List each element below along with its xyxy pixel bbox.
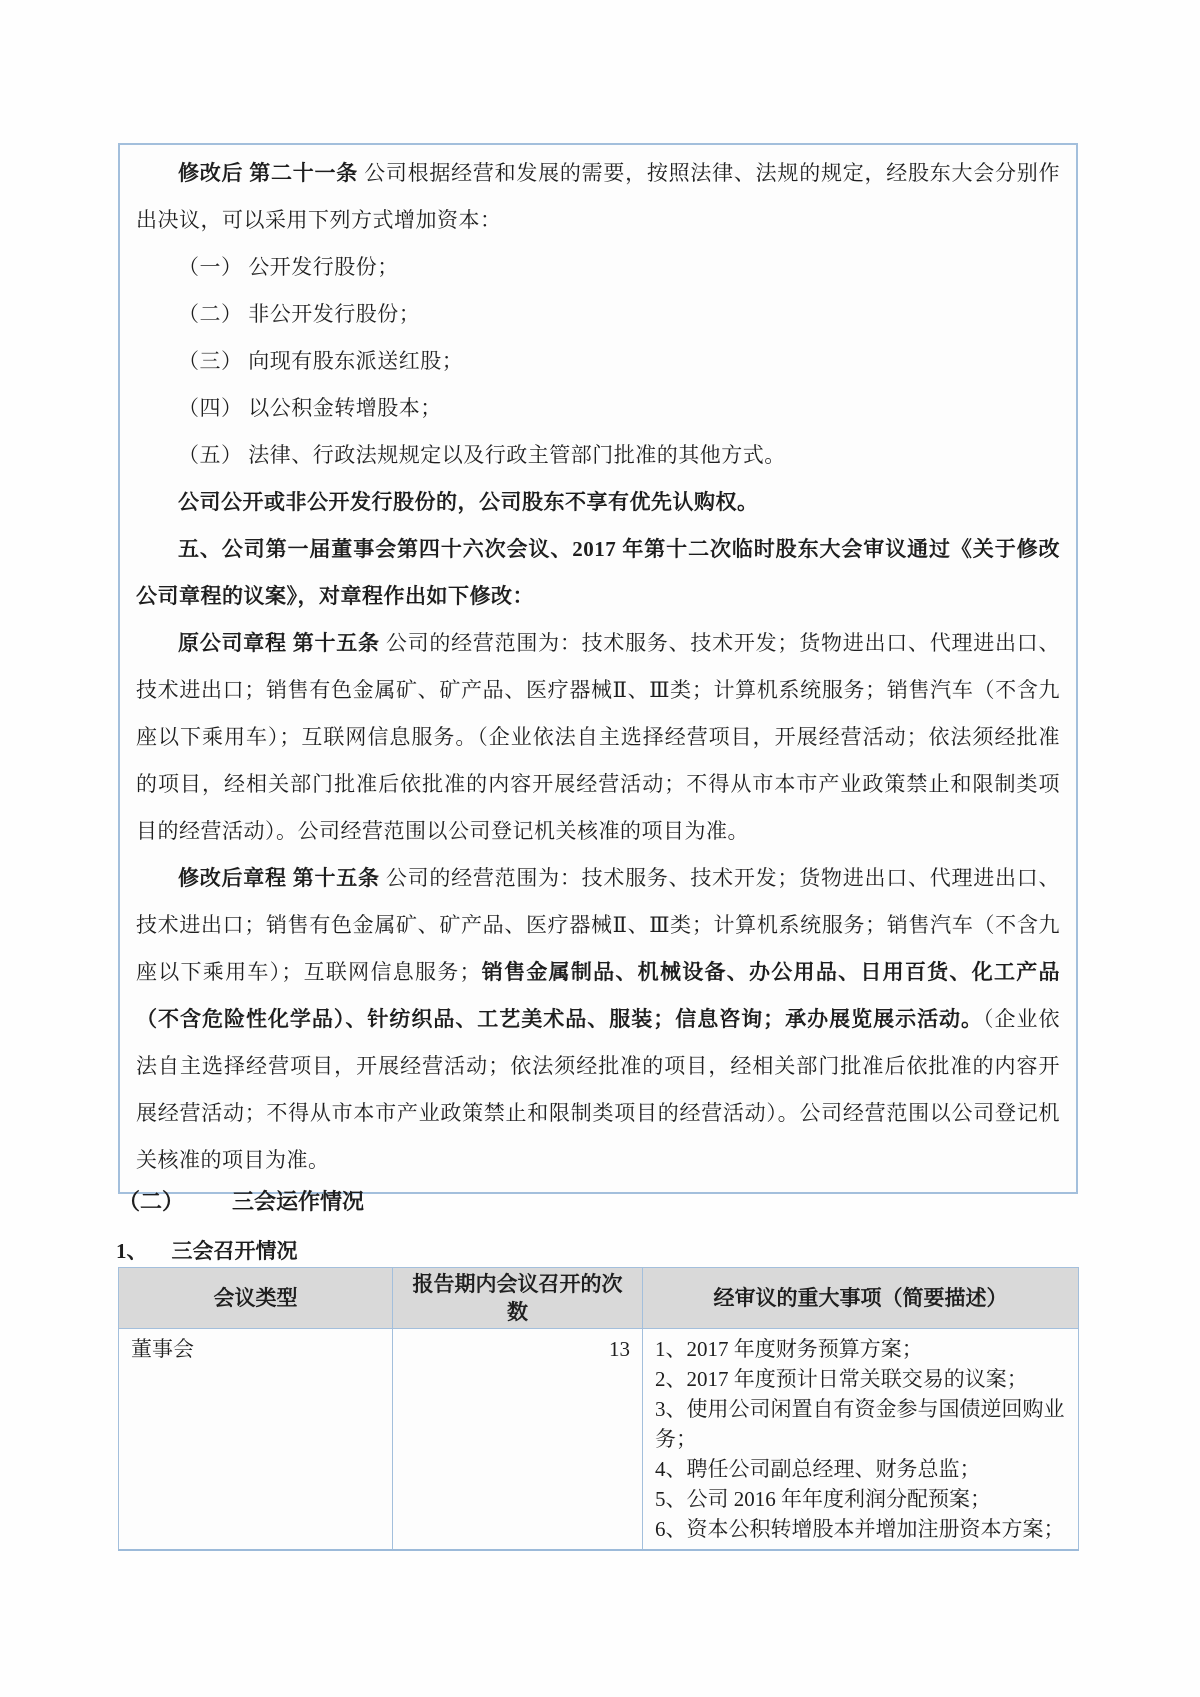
- meetings-table: [118, 1267, 1079, 1551]
- charter-list-item: （二） 非公开发行股份；: [178, 302, 421, 326]
- section-heading-three-meetings-operation: [118, 1185, 364, 1216]
- charter-amendment-box: [118, 143, 1078, 1194]
- matter-item: 2、2017 年度预计日常关联交易的议案；: [655, 1367, 1028, 1391]
- bold-run: 修改后 第二十一条: [178, 161, 359, 185]
- table-header-row: [119, 1268, 1079, 1329]
- table-row: [119, 1329, 1079, 1551]
- charter-list-item: （四） 以公积金转增股本；: [178, 396, 442, 420]
- paragraph-item5: 五、公司第一届董事会第四十六次会议、2017 年第十二次临时股东大会审议通过《关于修改公司章程的议案》，对章程作出如下修改：: [136, 537, 1060, 608]
- table-header-meeting-count: 报告期内会议召开的次数: [393, 1268, 643, 1329]
- matter-item: 6、资本公积转增股本并增加注册资本方案；: [655, 1517, 1065, 1541]
- subsection-title: 三会召开情况: [171, 1239, 298, 1263]
- bold-run: 原公司章程 第十五条: [178, 631, 380, 655]
- text-run: 公司的经营范围为：技术服务、技术开发；货物进出口、代理进出口、技术进出口；销售有色金属矿、矿产品、医疗器械Ⅱ、Ⅲ类；计算机系统服务；销售汽车（不含九座以下乘用车）；互联网信息服务；: [136, 866, 1060, 984]
- text-run: 公司的经营范围为：技术服务、技术开发；货物进出口、代理进出口、技术进出口；销售有色金属矿、矿产品、医疗器械Ⅱ、Ⅲ类；计算机系统服务；销售汽车（不含九座以下乘用车）；互联网信息服务。（企业依法自主选择经营项目，开展经营活动；依法须经批准的项目，经相关部门批准后依批准的内容开展经营活动；不得从市本市产业政策禁止和限制类项目的经营活动）。公司经营范围以公司登记机关核准的项目为准。: [136, 631, 1060, 843]
- cell-meeting-count: 13: [393, 1329, 643, 1551]
- subsection-heading-meeting-convening: [116, 1235, 298, 1265]
- subsection-number: 1、: [116, 1239, 148, 1263]
- text-run: （企业依法自主选择经营项目，开展经营活动；依法须经批准的项目，经相关部门批准后依批准的内容开展经营活动；不得从市本市产业政策禁止和限制类项目的经营活动）。公司经营范围以公司登记机关核准的项目为准。: [136, 1007, 1061, 1172]
- matter-item: 4、聘任公司副总经理、财务总监；: [655, 1457, 981, 1481]
- charter-list-item: （三） 向现有股东派送红股；: [178, 349, 464, 373]
- matter-item: 5、公司 2016 年年度利润分配预案；: [655, 1487, 991, 1511]
- bold-run: 修改后章程 第十五条: [178, 866, 380, 890]
- cell-reviewed-matters: [643, 1329, 1079, 1551]
- section-title: 三会运作情况: [232, 1189, 365, 1214]
- table-header-reviewed-matters: 经审议的重大事项（简要描述）: [643, 1268, 1079, 1329]
- section-number: （二）: [118, 1189, 185, 1214]
- paragraph-amended-article15: [136, 855, 1060, 1184]
- text-run: 公司根据经营和发展的需要，按照法律、法规的规定，经股东大会分别作出决议，可以采用下列方式增加资本：: [136, 161, 1061, 232]
- charter-list-item: （一） 公开发行股份；: [178, 255, 399, 279]
- table-header-meeting-type: 会议类型: [119, 1268, 393, 1329]
- bold-run: 销售金属制品、机械设备、办公用品、日用百货、化工产品（不含危险性化学品）、针纺织品、工艺美术品、服装；信息咨询；承办展览展示活动。: [136, 960, 1061, 1031]
- paragraph-original-article15: [136, 620, 1060, 855]
- matter-item: 3、使用公司闲置自有资金参与国债逆回购业务；: [655, 1397, 1065, 1451]
- matter-item: 1、2017 年度财务预算方案；: [655, 1337, 923, 1361]
- paragraph-article21: [136, 150, 1060, 244]
- charter-list-item: （五） 法律、行政法规规定以及行政主管部门批准的其他方式。: [178, 443, 786, 467]
- paragraph-preemptive-rights: 公司公开或非公开发行股份的，公司股东不享有优先认购权。: [178, 490, 759, 514]
- cell-meeting-type: 董事会: [119, 1329, 393, 1551]
